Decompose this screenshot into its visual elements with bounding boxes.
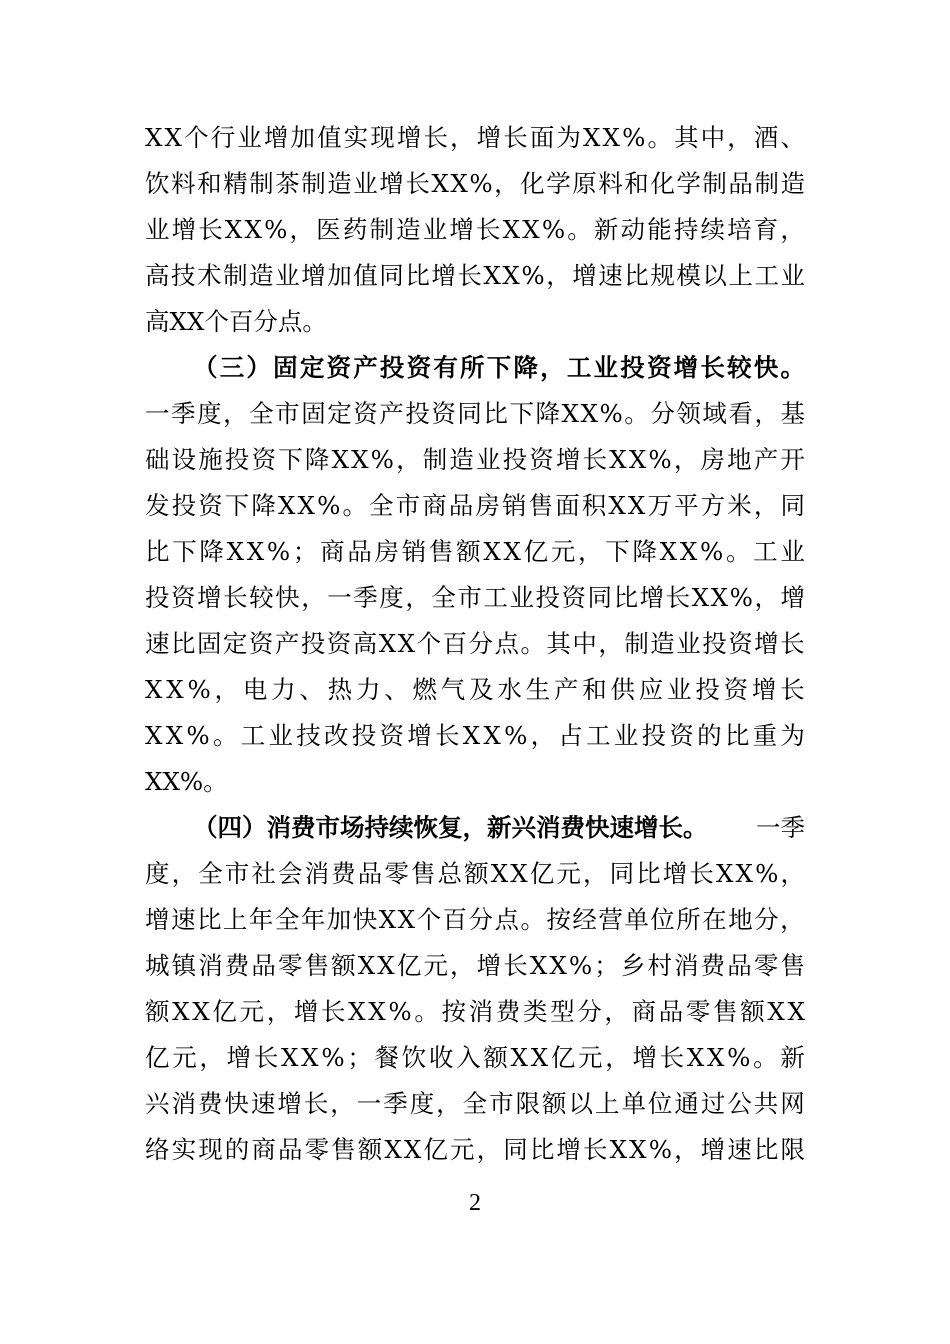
- section-heading: （四）消费市场持续恢复，新兴消费快速增长。: [193, 813, 708, 842]
- text-line: 业 增 长 X X % ， 医 药 制 造 业 增 长 X X % 。 新 动 能 持 续 培 育 ，: [145, 215, 805, 244]
- text-line: 度 ， 全 市 社 会 消 费 品 零 售 总 额 X X 亿 元 ， 同 比 增 长 X X % ，: [145, 859, 805, 888]
- text-line: 络 实 现 的 商 品 零 售 额 X X 亿 元 ， 同 比 增 长 X X % ， 增 速 比 限: [145, 1135, 805, 1164]
- heading-tail-text: 一季: [756, 813, 805, 842]
- text-line: 一 季 度 ， 全 市 固 定 资 产 投 资 同 比 下 降 X X % 。 分 领 域 看 ， 基: [145, 399, 805, 428]
- section-heading-line: [193, 813, 805, 843]
- text-line: 饮 料 和 精 制 茶 制 造 业 增 长 X X % ， 化 学 原 料 和 化 学 制 品 制 造: [145, 169, 805, 198]
- text-line: 增 速 比 上 年 全 年 加 快 X X 个 百 分 点 。 按 经 营 单 位 所 在 地 分 ，: [145, 905, 805, 934]
- text-line: 础 设 施 投 资 下 降 X X % ， 制 造 业 投 资 增 长 X X % ， 房 地 产 开: [145, 445, 805, 474]
- text-line: 亿 元 ， 增 长 X X % ； 餐 饮 收 入 额 X X 亿 元 ， 增 长 X X % 。 新: [145, 1043, 805, 1072]
- section-heading: （ 三 ） 固 定 资 产 投 资 有 所 下 降 ， 工 业 投 资 增 长 较 快 。: [193, 353, 805, 382]
- text-line: XX%。: [145, 767, 228, 796]
- text-line: 发 投 资 下 降 X X % 。 全 市 商 品 房 销 售 面 积 X X 万 平 方 米 ， 同: [145, 491, 805, 520]
- text-line: 高 技 术 制 造 业 增 加 值 同 比 增 长 X X % ， 增 速 比 规 模 以 上 工 业: [145, 261, 805, 290]
- text-line: 额 X X 亿 元 ， 增 长 X X % 。 按 消 费 类 型 分 ， 商 品 零 售 额 X X: [145, 997, 805, 1026]
- text-line: 高XX个百分点。: [145, 307, 327, 336]
- text-line: 速 比 固 定 资 产 投 资 高 X X 个 百 分 点 。 其 中 ， 制 造 业 投 资 增 长: [145, 629, 805, 658]
- page-number: 2: [469, 1190, 481, 1216]
- text-line: X X % ， 电 力 、 热 力 、 燃 气 及 水 生 产 和 供 应 业 投 资 增 长: [145, 675, 805, 704]
- text-line: X X 个 行 业 增 加 值 实 现 增 长 ， 增 长 面 为 X X % 。 其 中 ， 酒 、: [145, 123, 805, 152]
- text-line: X X % 。 工 业 技 改 投 资 增 长 X X % ， 占 工 业 投 资 的 比 重 为: [145, 721, 805, 750]
- text-line: 比 下 降 X X % ； 商 品 房 销 售 额 X X 亿 元 ， 下 降 X X % 。 工 业: [145, 537, 805, 566]
- text-line: 兴 消 费 快 速 增 长 ， 一 季 度 ， 全 市 限 额 以 上 单 位 通 过 公 共 网: [145, 1089, 805, 1118]
- text-line: 投 资 增 长 较 快 ， 一 季 度 ， 全 市 工 业 投 资 同 比 增 长 X X % ， 增: [145, 583, 805, 612]
- text-line: 城 镇 消 费 品 零 售 额 X X 亿 元 ， 增 长 X X % ； 乡 村 消 费 品 零 售: [145, 951, 805, 980]
